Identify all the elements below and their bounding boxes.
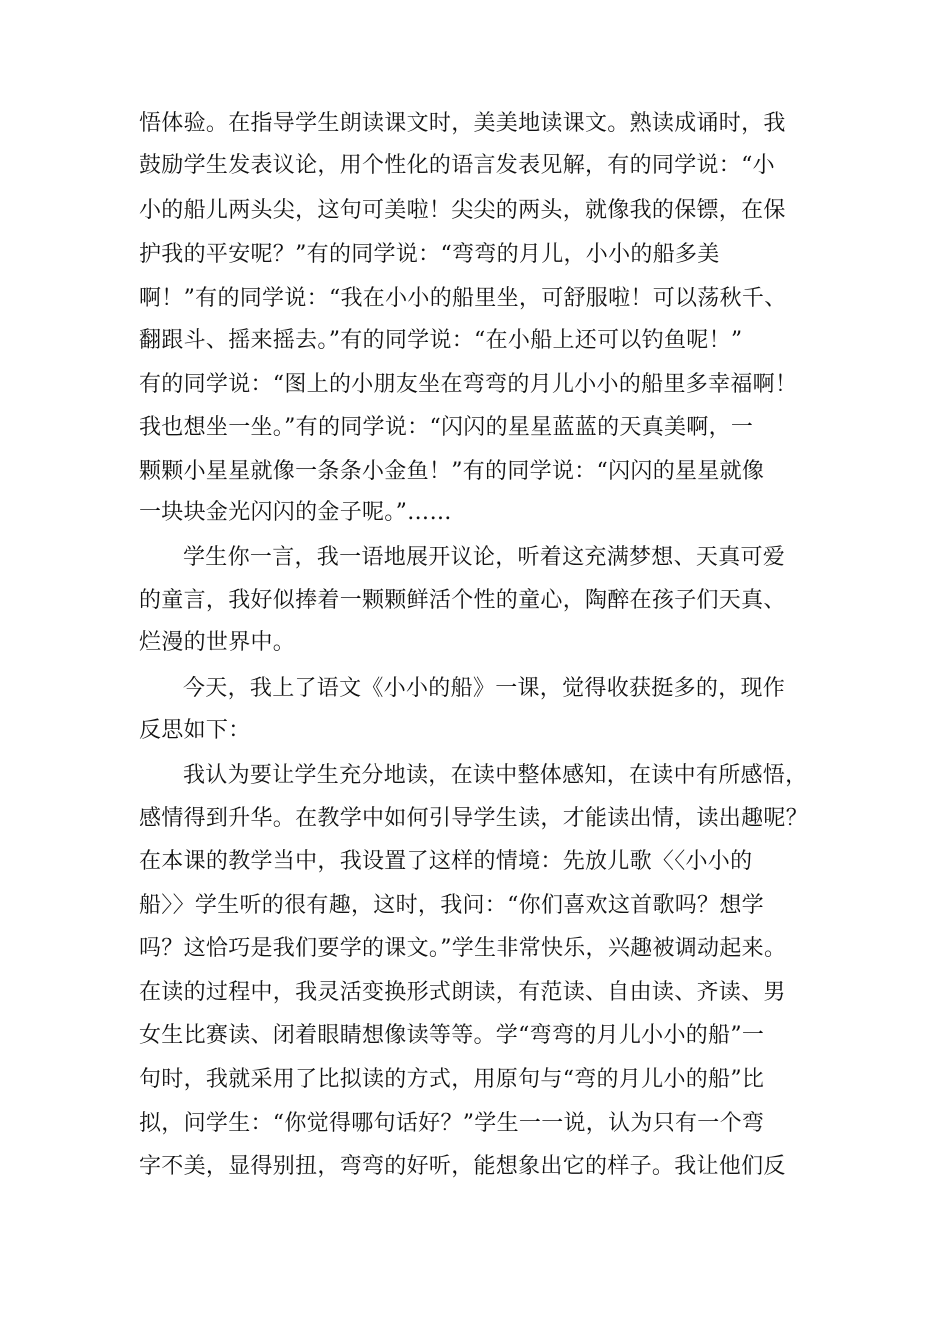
text-line: 女生比赛读、闭着眼睛想像读等等。学“弯弯的月儿小小的船”一	[139, 1023, 765, 1048]
text-line: 船〉〉学生听的很有趣，这时，我问：“你们喜欢这首歌吗？想学	[139, 893, 764, 918]
text-line: 小的船儿两头尖，这句可美啦！尖尖的两头，就像我的保镖，在保	[139, 198, 786, 223]
text-line: 有的同学说：“图上的小朋友坐在弯弯的月儿小小的船里多幸福啊！	[139, 372, 798, 397]
text-line: 在读的过程中，我灵活变换形式朗读，有范读、自由读、齐读、男	[139, 980, 786, 1005]
text-line: 字不美，显得别扭，弯弯的好听，能想象出它的样子。我让他们反	[139, 1154, 786, 1179]
text-line: 的童言，我好似捧着一颗颗鲜活个性的童心，陶醉在孩子们天真、	[139, 588, 786, 613]
paragraph-first-line: 学生你一言，我一语地展开议论，听着这充满梦想、天真可爱	[183, 545, 786, 570]
text-line: 我也想坐一坐。”有的同学说：“闪闪的星星蓝蓝的天真美啊，一	[139, 415, 754, 440]
text-line: 护我的平安呢？”有的同学说：“弯弯的月儿，小小的船多美	[139, 242, 720, 267]
text-line: 拟，问学生：“你觉得哪句话好？”学生一一说，认为只有一个弯	[139, 1111, 765, 1136]
text-line: 鼓励学生发表议论，用个性化的语言发表见解，有的同学说：“小	[139, 153, 775, 178]
text-line: 悟体验。在指导学生朗读课文时，美美地读课文。熟读成诵时，我	[139, 111, 786, 136]
text-line: 颗颗小星星就像一条条小金鱼！”有的同学说：“闪闪的星星就像	[139, 459, 765, 484]
text-line: 感情得到升华。在教学中如何引导学生读，才能读出情，读出趣呢？	[139, 806, 809, 831]
text-line: 翻跟斗、摇来摇去。”有的同学说：“在小船上还可以钓鱼呢！”	[139, 328, 743, 353]
text-line: 啊！”有的同学说：“我在小小的船里坐，可舒服啦！可以荡秋千、	[139, 286, 787, 311]
text-line: 吗？这恰巧是我们要学的课文。”学生非常快乐，兴趣被调动起来。	[139, 936, 787, 961]
paragraph-first-line: 我认为要让学生充分地读，在读中整体感知，在读中有所感悟，	[183, 763, 808, 788]
text-line: 反思如下：	[139, 718, 251, 743]
text-line: 一块块金光闪闪的金子呢。”……	[139, 500, 452, 525]
text-line: 句时，我就采用了比拟读的方式，用原句与“弯的月儿小的船”比	[139, 1067, 765, 1092]
paragraph-first-line: 今天，我上了语文《小小的船》一课，觉得收获挺多的，现作	[183, 676, 786, 701]
text-line: 烂漫的世界中。	[139, 630, 296, 655]
text-line: 在本课的教学当中，我设置了这样的情境：先放儿歌〈〈小小的	[139, 849, 753, 874]
